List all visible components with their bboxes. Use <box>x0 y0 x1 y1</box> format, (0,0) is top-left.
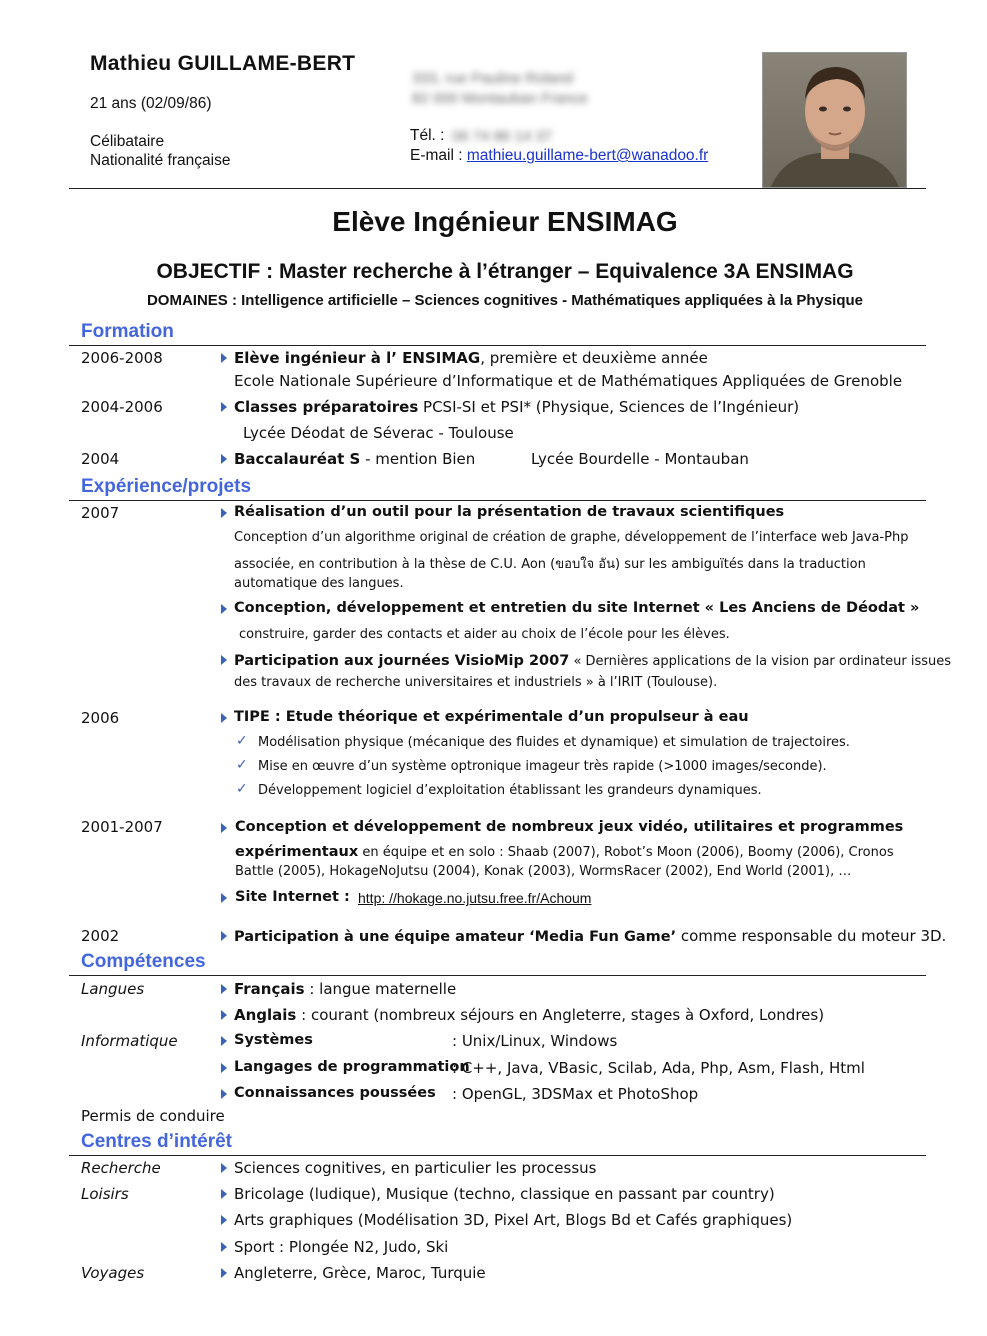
bullet-arrow-icon <box>221 1215 227 1225</box>
project-4-point-3: Développement logiciel d’exploitation établissant les grandeurs dynamiques. <box>258 783 762 798</box>
bullet-arrow-icon <box>221 402 227 412</box>
experience-year-2002: 2002 <box>81 927 120 945</box>
hobby-1: Bricolage (ludique), Musique (techno, classique en passant par country) <box>234 1185 775 1203</box>
bullet-arrow-icon <box>221 508 227 518</box>
skill-advanced-label: Connaissances poussées <box>234 1085 436 1101</box>
skill-languages-label: Langages de programmation <box>234 1059 470 1075</box>
bullet-arrow-icon <box>221 604 227 614</box>
project-3 <box>234 651 951 669</box>
bullet-arrow-icon <box>221 1189 227 1199</box>
experience-year-2007: 2007 <box>81 504 120 522</box>
tel-label: Tél. : <box>410 127 445 144</box>
formation-entry-2-title: Classes préparatoires <box>234 398 419 416</box>
bullet-arrow-icon <box>221 655 227 665</box>
formation-entry-3-detail: - mention Bien <box>360 450 476 468</box>
bullet-arrow-icon <box>221 1163 227 1173</box>
skill-english-label: Anglais <box>234 1006 297 1024</box>
project-5-line-3: Battle (2005), HokageNoJutsu (2004), Konak (2003), WormsRacer (2002), End World (2001), … <box>235 864 852 879</box>
skill-french <box>234 980 456 998</box>
skill-systems-value: : Unix/Linux, Windows <box>452 1032 618 1050</box>
formation-entry-1-detail: , première et deuxième année <box>480 349 708 367</box>
formation-entry-1-title: Elève ingénieur à l’ ENSIMAG <box>234 349 481 367</box>
skill-english <box>234 1006 824 1024</box>
bullet-arrow-icon <box>221 931 227 941</box>
address-line-2: 82 000 Montauban France <box>412 90 588 107</box>
formation-entry-3-school: Lycée Bourdelle - Montauban <box>531 450 749 468</box>
header-divider <box>69 188 926 189</box>
formation-entry-1 <box>234 349 708 367</box>
section-skills-heading: Compétences <box>81 951 206 972</box>
bullet-arrow-icon <box>221 713 227 723</box>
project-1-line-2: associée, en contribution à la thèse de C.U. Aon (ขอบใจ อัน) sur les ambiguïtés dans la traduction <box>234 557 866 572</box>
experience-year-2006: 2006 <box>81 709 120 727</box>
skill-french-label: Français <box>234 980 305 998</box>
section-interests-heading: Centres d’intérêt <box>81 1131 232 1152</box>
project-3-detail: « Dernières applications de la vision par ordinateur issues <box>569 654 952 669</box>
checkmark-icon: ✓ <box>236 757 248 773</box>
formation-year-3: 2004 <box>81 450 120 468</box>
bullet-arrow-icon <box>221 1268 227 1278</box>
objective: OBJECTIF : Master recherche à l’étranger – Equivalence 3A ENSIMAG <box>156 260 854 283</box>
section-formation-heading: Formation <box>81 321 174 342</box>
skills-divider <box>69 975 926 976</box>
nationality: Nationalité française <box>90 152 231 169</box>
checkmark-icon: ✓ <box>236 733 248 749</box>
bullet-arrow-icon <box>221 1089 227 1099</box>
research-label: Recherche <box>81 1159 161 1177</box>
formation-year-1: 2006-2008 <box>81 349 163 367</box>
hobbies-label: Loisirs <box>81 1185 129 1203</box>
project-1-line-3: automatique des langues. <box>234 576 404 591</box>
formation-entry-2-school: Lycée Déodat de Séverac - Toulouse <box>243 424 514 442</box>
project-5-detail: en équipe et en solo : Shaab (2007), Robot’s Moon (2006), Boomy (2006), Cronos <box>358 845 894 860</box>
project-4-point-1: Modélisation physique (mécanique des fluides et dynamique) et simulation de trajectoires. <box>258 735 850 750</box>
project-7-title: Participation à une équipe amateur ‘Media Fun Game’ <box>234 929 677 945</box>
tel-value: 06 74 86 14 37 <box>452 128 553 145</box>
project-5-title: Conception et développement de nombreux jeux vidéo, utilitaires et programmes <box>235 819 904 835</box>
project-3-line-2: des travaux de recherche universitaires et industriels » à l’IRIT (Toulouse). <box>234 675 718 690</box>
it-label: Informatique <box>81 1032 178 1050</box>
bullet-arrow-icon <box>221 1036 227 1046</box>
hobby-3: Sport : Plongée N2, Judo, Ski <box>234 1238 449 1256</box>
email-label: E-mail : <box>410 147 463 164</box>
bullet-arrow-icon <box>221 893 227 903</box>
bullet-arrow-icon <box>221 454 227 464</box>
project-7 <box>234 927 946 945</box>
formation-entry-3 <box>234 450 475 468</box>
website-label: Site Internet : <box>235 889 350 905</box>
candidate-name: Mathieu GUILLAME-BERT <box>90 52 356 75</box>
driving-licence: Permis de conduire <box>81 1107 225 1125</box>
travel-value: Angleterre, Grèce, Maroc, Turquie <box>234 1264 486 1282</box>
bullet-arrow-icon <box>221 353 227 363</box>
email-link[interactable]: mathieu.guillame-bert@wanadoo.fr <box>466 147 709 164</box>
experience-year-2001-2007: 2001-2007 <box>81 818 163 836</box>
hobby-2: Arts graphiques (Modélisation 3D, Pixel Art, Blogs Bd et Cafés graphiques) <box>234 1211 793 1229</box>
formation-year-2: 2004-2006 <box>81 398 163 416</box>
profile-photo <box>762 52 907 188</box>
project-1-line-1: Conception d’un algorithme original de création de graphe, développement de l’interface web Java-Php <box>234 530 909 545</box>
formation-entry-2-detail: PCSI-SI et PSI* (Physique, Sciences de l’Ingénieur) <box>418 398 800 416</box>
page-title: Elève Ingénieur ENSIMAG <box>332 206 678 237</box>
project-4-title: TIPE : Etude théorique et expérimentale d’un propulseur à eau <box>234 709 749 725</box>
project-7-detail: comme responsable du moteur 3D. <box>676 927 947 945</box>
project-5-line-2 <box>235 842 894 860</box>
languages-label: Langues <box>81 980 145 998</box>
project-1-title: Réalisation d’un outil pour la présentation de travaux scientifiques <box>234 504 785 520</box>
marital-status: Célibataire <box>90 133 165 150</box>
bullet-arrow-icon <box>221 823 227 833</box>
age: 21 ans (02/09/86) <box>90 95 212 112</box>
project-4-point-2: Mise en œuvre d’un système optronique imageur très rapide (>1000 images/seconde). <box>258 759 827 774</box>
formation-entry-3-title: Baccalauréat S <box>234 450 361 468</box>
project-2-title: Conception, développement et entretien du site Internet « Les Anciens de Déodat » <box>234 600 920 616</box>
skill-languages-value: : C++, Java, VBasic, Scilab, Ada, Php, Asm, Flash, Html <box>452 1059 865 1077</box>
email-row <box>410 147 708 165</box>
skill-english-value: : courant (nombreux séjours en Angleterre, stages à Oxford, Londres) <box>296 1006 825 1024</box>
bullet-arrow-icon <box>221 1242 227 1252</box>
interests-divider <box>69 1155 926 1156</box>
skill-advanced-value: : OpenGL, 3DSMax et PhotoShop <box>452 1085 699 1103</box>
checkmark-icon: ✓ <box>236 781 248 797</box>
formation-entry-2 <box>234 398 799 416</box>
project-3-title: Participation aux journées VisioMip 2007 <box>234 653 570 669</box>
bullet-arrow-icon <box>221 1010 227 1020</box>
travel-label: Voyages <box>81 1264 145 1282</box>
section-experience-heading: Expérience/projets <box>81 476 252 497</box>
address-line-1: 333, rue Pauline Roland <box>412 70 573 87</box>
formation-divider <box>69 345 926 346</box>
bullet-arrow-icon <box>221 984 227 994</box>
project-2-line-1: construire, garder des contacts et aider au choix de l’école pour les élèves. <box>239 627 730 642</box>
skill-french-value: : langue maternelle <box>304 980 457 998</box>
skill-systems-label: Systèmes <box>234 1032 313 1048</box>
project-5-title-cont: expérimentaux <box>235 844 359 860</box>
website-link[interactable]: http: //hokage.no.jutsu.free.fr/Achoum <box>358 890 592 906</box>
experience-divider <box>69 500 926 501</box>
formation-entry-1-school: Ecole Nationale Supérieure d’Informatique et de Mathématiques Appliquées de Grenoble <box>234 372 903 390</box>
bullet-arrow-icon <box>221 1063 227 1073</box>
domains: DOMAINES : Intelligence artificielle – Sciences cognitives - Mathématiques appliquées à la Physique <box>146 292 864 309</box>
research-value: Sciences cognitives, en particulier les processus <box>234 1159 597 1177</box>
